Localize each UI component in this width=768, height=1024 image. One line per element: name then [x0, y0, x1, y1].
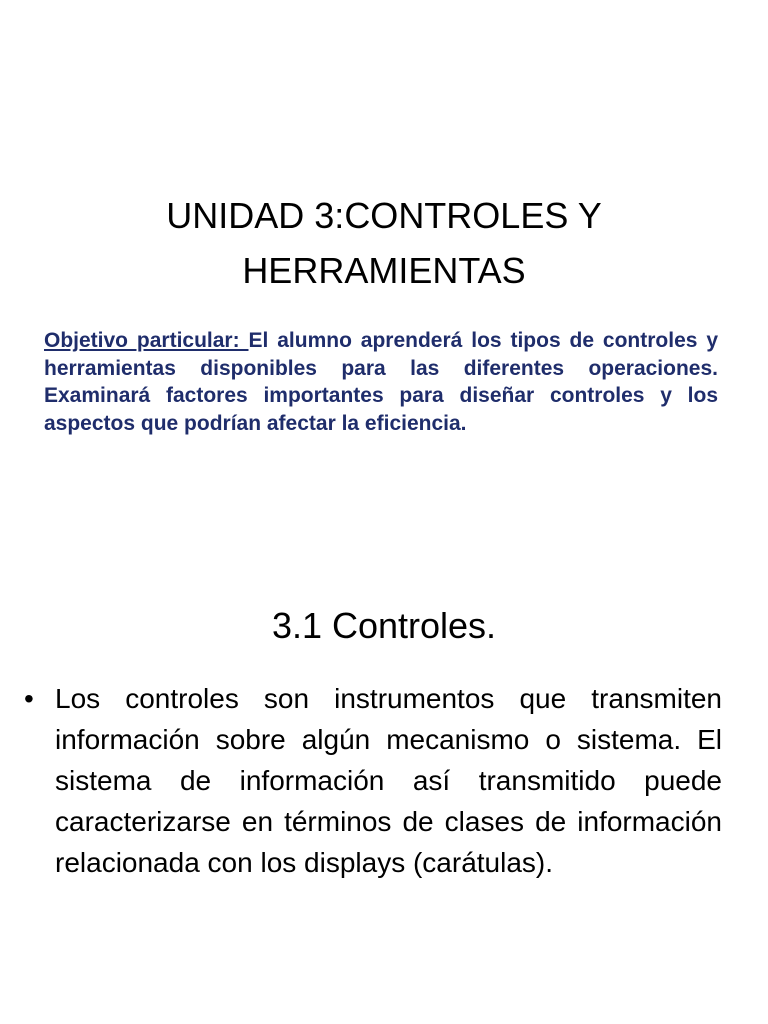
- section-heading: 3.1 Controles.: [271, 605, 497, 646]
- slide-controls: [0, 560, 768, 1024]
- objective-label: Objetivo particular:: [44, 329, 249, 352]
- unit-title: UNIDAD 3:CONTROLES Y HERRAMIENTAS: [166, 195, 602, 291]
- bullet-item: [24, 678, 722, 883]
- objective-paragraph: [44, 327, 718, 437]
- objective-text: El alumno aprenderá los tipos de controles y herramientas disponibles para las diferentes operaciones. Examinará factores importantes para diseñar controles y los aspectos que podrían afectar la eficiencia.: [44, 329, 719, 435]
- bullet-text: Los controles son instrumentos que transmiten información sobre algún mecanismo o sistema. El sistema de información así transmitido puede caracterizarse en términos de clases de información relacionada con los displays (carátulas).: [55, 683, 722, 878]
- bullet-dot-icon: •: [24, 683, 34, 714]
- bullet-list: [24, 678, 722, 883]
